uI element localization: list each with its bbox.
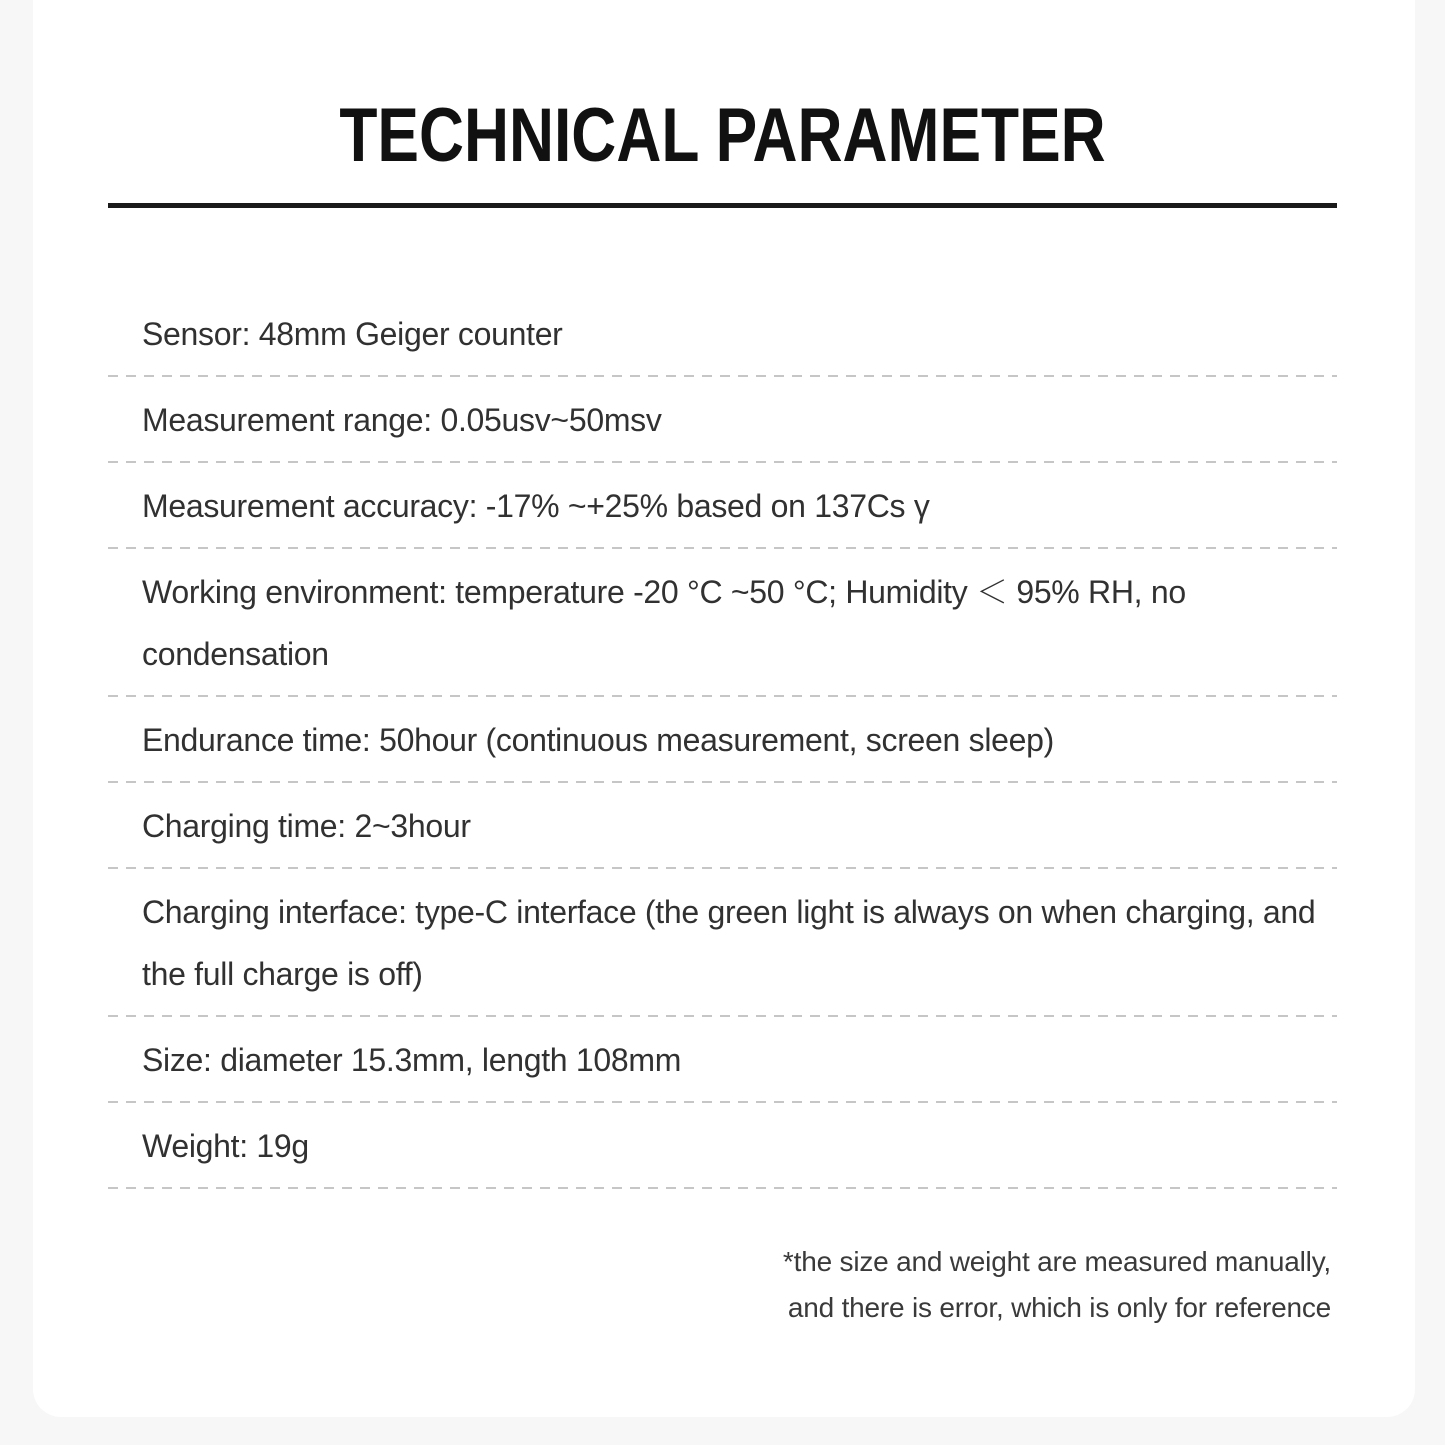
spec-item-charging-time: Charging time: 2~3hour: [108, 783, 1337, 869]
spec-item-measurement-accuracy: Measurement accuracy: -17% ~+25% based on 137Cs γ: [108, 463, 1337, 549]
spec-item-sensor: Sensor: 48mm Geiger counter: [108, 291, 1337, 377]
spec-item-size: Size: diameter 15.3mm, length 108mm: [108, 1017, 1337, 1103]
footnote-line-1: *the size and weight are measured manually,: [782, 1246, 1331, 1277]
page-title: TECHNICAL PARAMETER: [339, 93, 1106, 178]
spec-item-endurance-time: Endurance time: 50hour (continuous measurement, screen sleep): [108, 697, 1337, 783]
spec-card: [33, 0, 1415, 1417]
footnote: [108, 1239, 1337, 1331]
spec-item-weight: Weight: 19g: [108, 1103, 1337, 1189]
spec-item-charging-interface: Charging interface: type-C interface (the green light is always on when charging, and the full charge is off): [108, 869, 1337, 1017]
spec-item-working-environment: Working environment: temperature -20 °C ~50 °C; Humidity ＜ 95% RH, no condensation: [108, 549, 1337, 697]
spec-item-measurement-range: Measurement range: 0.05usv~50msv: [108, 377, 1337, 463]
footnote-line-2: and there is error, which is only for reference: [787, 1292, 1331, 1323]
spec-list: [108, 291, 1337, 1189]
title-underline-rule: [108, 203, 1337, 208]
